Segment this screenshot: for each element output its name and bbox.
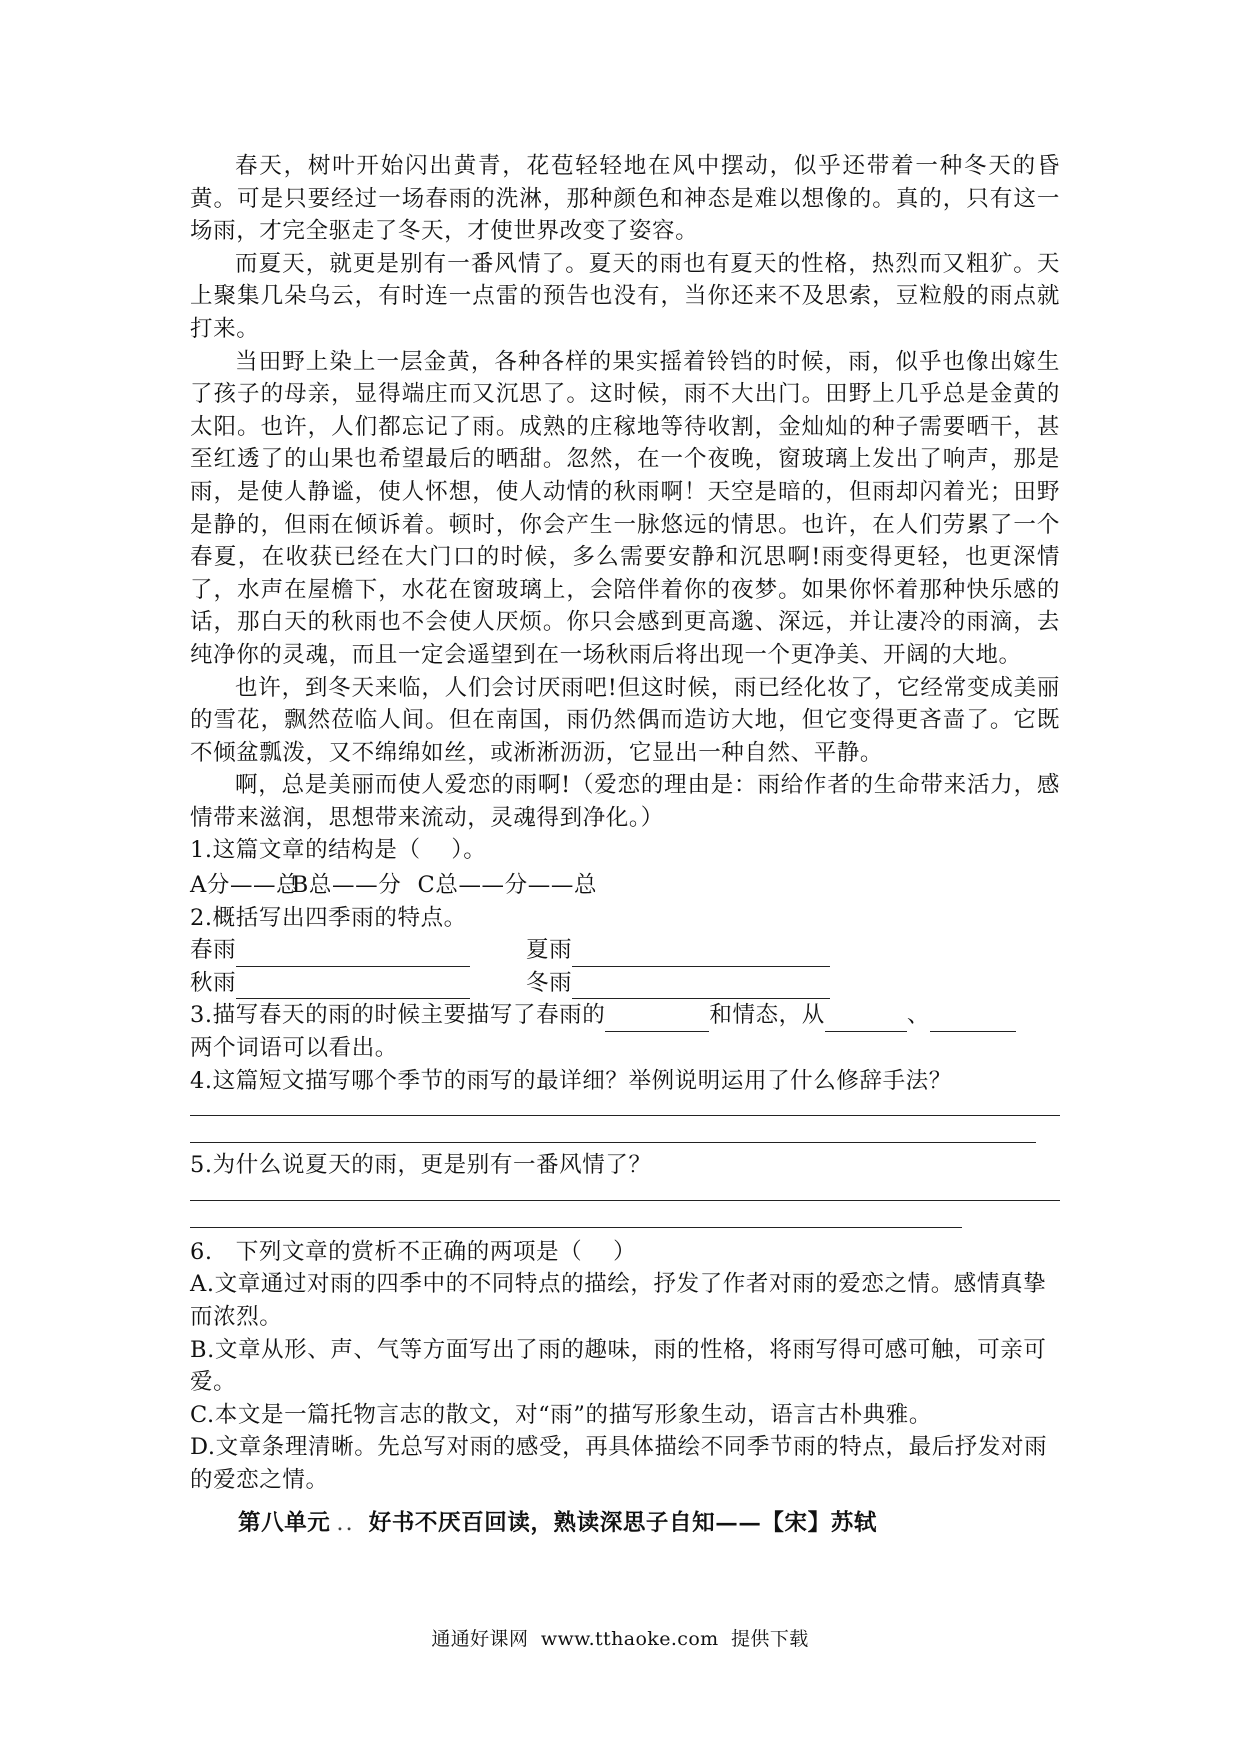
question-2-row-2 xyxy=(190,967,1060,1000)
question-3-blank-2[interactable] xyxy=(825,1007,907,1032)
question-3-text-part-4: 两个词语可以看出。 xyxy=(190,1035,398,1062)
passage-paragraph-conclusion: 啊，总是美丽而使人爱恋的雨啊!（爱恋的理由是：雨给作者的生命带来活力，感情带来滋润，思想带来流动，灵魂得到净化。） xyxy=(190,772,1060,831)
worksheet-content xyxy=(190,150,1060,1539)
question-1-options xyxy=(190,869,1060,902)
winter-rain-answer-blank[interactable] xyxy=(572,974,830,999)
unit-heading xyxy=(190,1507,1060,1540)
question-6-option-a[interactable]: A.文章通过对雨的四季中的不同特点的描绘，抒发了作者对雨的爱恋之情。感情真挚而浓烈。 xyxy=(190,1271,1047,1330)
question-3-blank-1[interactable] xyxy=(605,1007,709,1032)
footer-url-link[interactable]: www.tthaoke.com xyxy=(540,1628,719,1650)
footer-suffix: 提供下载 xyxy=(731,1628,809,1650)
question-5-answer-line-1[interactable] xyxy=(190,1200,1060,1201)
spring-rain-answer-blank[interactable] xyxy=(236,942,470,967)
unit-heading-quote: 好书不厌百回读，熟读深思子自知——【宋】苏轼 xyxy=(368,1509,877,1536)
passage-paragraph-spring: 春天，树叶开始闪出黄青，花苞轻轻地在风中摆动，似乎还带着一种冬天的昏黄。可是只要经过一场春雨的洗淋，那种颜色和神态是难以想像的。真的，只有这一场雨，才完全驱走了冬天，才使世界改变了姿容。 xyxy=(190,153,1060,245)
winter-rain-label: 冬雨 xyxy=(526,969,573,996)
question-5-answer-line-2[interactable] xyxy=(190,1227,962,1228)
question-1-option-a[interactable]: A分——总 xyxy=(190,872,300,899)
question-3-text-part-1: 3.描写春天的雨的时候主要描写了春雨的 xyxy=(190,1002,606,1029)
unit-heading-dots: .. xyxy=(336,1509,355,1536)
question-1-option-c[interactable]: C总——分——总 xyxy=(417,872,598,899)
passage-paragraph-summer: 而夏天，就更是别有一番风情了。夏天的雨也有夏天的性格，热烈而又粗犷。天上聚集几朵乌云，有时连一点雷的预告也没有，当你还来不及思索，豆粒般的雨点就打来。 xyxy=(190,250,1060,342)
question-4-answer-line-1[interactable] xyxy=(190,1115,1060,1116)
question-6-option-d[interactable]: D.文章条理清晰。先总写对雨的感受，再具体描绘不同季节雨的特点，最后抒发对雨的爱恋之情。 xyxy=(190,1434,1048,1493)
question-4-answer-line-2[interactable] xyxy=(190,1142,1036,1143)
question-6-stem: 6. 下列文章的赏析不正确的两项是（ ） xyxy=(190,1238,637,1265)
question-2-stem: 2.概括写出四季雨的特点。 xyxy=(190,904,467,931)
summer-rain-label: 夏雨 xyxy=(526,937,573,964)
summer-rain-answer-blank[interactable] xyxy=(572,942,830,967)
question-3-text-part-2: 和情态，从 xyxy=(709,1002,825,1029)
question-1-stem: 1.这篇文章的结构是（ ）。 xyxy=(190,837,487,864)
footer-site-name: 通通好课网 xyxy=(431,1628,529,1650)
question-3-text-part-3: 、 xyxy=(906,1002,930,1029)
autumn-rain-answer-blank[interactable] xyxy=(236,974,470,999)
unit-heading-unit: 第八单元 xyxy=(238,1509,331,1536)
question-3-blank-3[interactable] xyxy=(930,1007,1016,1032)
autumn-rain-label: 秋雨 xyxy=(190,969,237,996)
question-3-line xyxy=(190,999,1060,1032)
question-1-option-b[interactable]: B总——分 xyxy=(291,872,402,899)
passage-paragraph-autumn: 当田野上染上一层金黄，各种各样的果实摇着铃铛的时候，雨，似乎也像出嫁生了孩子的母亲，显得端庄而又沉思了。这时候，雨不大出门。田野上几乎总是金黄的太阳。也许，人们都忘记了雨。成熟的庄稼地等待收割，金灿灿的种子需要晒干，甚至红透了的山果也希望最后的晒甜。忽然，在一个夜晚，窗玻璃上发出了响声，那是雨，是使人静谧，使人怀想，使人动情的秋雨啊！天空是暗的，但雨却闪着光；田野是静的，但雨在倾诉着。顿时，你会产生一脉悠远的情思。也许，在人们劳累了一个春夏，在收获已经在大门口的时候，多么需要安静和沉思啊!雨变得更轻，也更深情了，水声在屋檐下，水花在窗玻璃上，会陪伴着你的夜梦。如果你怀着那种快乐感的话，那白天的秋雨也不会使人厌烦。你只会感到更高邈、深远，并让凄冷的雨滴，去纯净你的灵魂，而且一定会遥望到在一场秋雨后将出现一个更净美、开阔的大地。 xyxy=(190,348,1060,668)
page-footer xyxy=(0,1624,1240,1651)
question-6-option-b[interactable]: B.文章从形、声、气等方面写出了雨的趣味，雨的性格，将雨写得可感可触，可亲可爱。 xyxy=(190,1336,1047,1396)
passage-paragraph-winter: 也许，到冬天来临，人们会讨厌雨吧!但这时候，雨已经化妆了，它经常变成美丽的雪花，飘然莅临人间。但在南国，雨仍然偶而造访大地，但它变得更吝啬了。它既不倾盆瓢泼，又不绵绵如丝，或淅淅沥沥，它显出一种自然、平静。 xyxy=(190,674,1060,766)
question-5-stem: 5.为什么说夏天的雨，更是别有一番风情了？ xyxy=(190,1152,652,1179)
spring-rain-label: 春雨 xyxy=(190,937,237,964)
question-2-row-1 xyxy=(190,934,1060,967)
question-4-stem: 4.这篇短文描写哪个季节的雨写的最详细？举例说明运用了什么修辞手法？ xyxy=(190,1067,952,1094)
question-6-option-c[interactable]: C.本文是一篇托物言志的散文，对“雨”的描写形象生动，语言古朴典雅。 xyxy=(190,1401,932,1428)
